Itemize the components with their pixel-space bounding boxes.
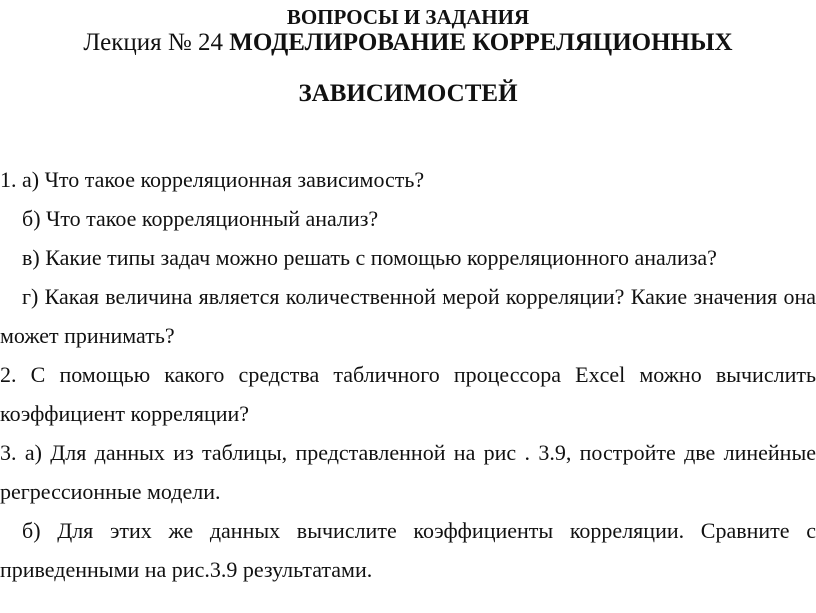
questions-list (0, 160, 816, 589)
lecture-topic-part-2: ЗАВИСИМОСТЕЙ (298, 80, 518, 107)
lecture-number: Лекция № 24 (83, 29, 224, 56)
lecture-title-line-1 (0, 27, 816, 59)
question-1b: б) Что такое корреляционный анализ? (22, 206, 379, 231)
question-3a: 3. а) Для данных из таблицы, представленной на рис . 3.9, постройте две линейные регрессионные модели. (0, 440, 816, 504)
question-3b: б) Для этих же данных вычислите коэффициенты корреляции. Сравните с приведенными на рис.3.9 результатами. (0, 518, 816, 582)
section-heading: ВОПРОСЫ И ЗАДАНИЯ (286, 5, 530, 29)
question-1a: 1. а) Что такое корреляционная зависимость? (0, 167, 425, 192)
lecture-topic-part-1: МОДЕЛИРОВАНИЕ КОРРЕЛЯЦИОННЫХ (229, 29, 733, 56)
question-1d: г) Какая величина является количественной мерой корреляции? Какие значения она может принимать? (0, 284, 816, 348)
question-2: 2. С помощью какого средства табличного процессора Excel можно вычислить коэффициент корреляции? (0, 362, 816, 426)
question-1c: в) Какие типы задач можно решать с помощью корреляционного анализа? (22, 245, 717, 270)
